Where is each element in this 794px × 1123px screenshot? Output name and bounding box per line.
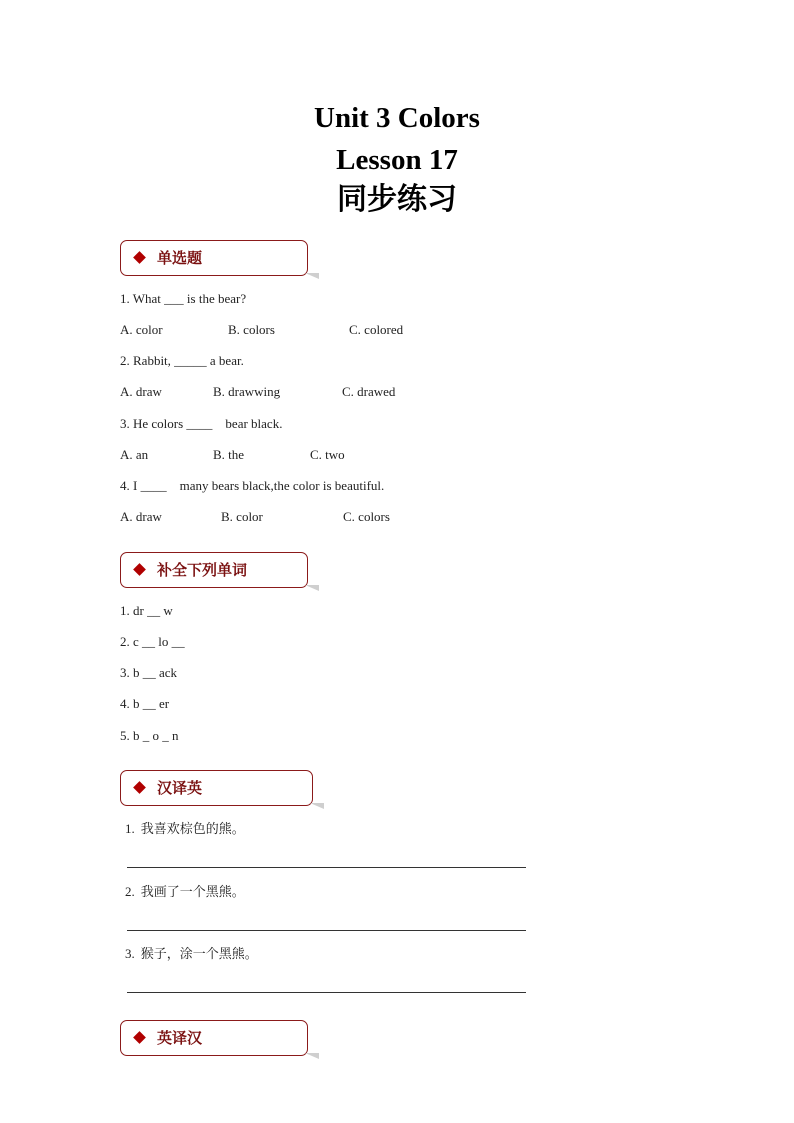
subtitle: 同步练习 bbox=[337, 182, 457, 217]
translation-item bbox=[125, 945, 258, 964]
page-title: Unit 3 Colors bbox=[314, 102, 480, 134]
diamond-icon bbox=[133, 781, 146, 794]
question-text: 3. He colors ____ bear black. bbox=[120, 416, 283, 431]
word-item: 3. b __ ack bbox=[120, 665, 178, 680]
item-text: 我画了一个黑熊。 bbox=[140, 885, 245, 900]
item-text: 我喜欢棕色的熊。 bbox=[140, 822, 245, 837]
header-shadow bbox=[310, 803, 324, 809]
section-header-cn-to-en bbox=[120, 770, 313, 806]
header-shadow bbox=[305, 585, 319, 591]
question-text: 4. I ____ many bears black,the color is beautiful. bbox=[120, 478, 385, 493]
diamond-icon bbox=[133, 563, 146, 576]
word-item: 5. b _ o _ n bbox=[120, 728, 179, 743]
header-shadow bbox=[305, 1053, 319, 1059]
section-label: 英译汉 bbox=[157, 1029, 203, 1047]
answer-line[interactable] bbox=[127, 992, 526, 993]
word-item: 1. dr __ w bbox=[120, 603, 173, 618]
diamond-icon bbox=[133, 1031, 146, 1044]
option-b: B. color bbox=[221, 509, 263, 524]
question-text: 1. What ___ is the bear? bbox=[120, 291, 247, 306]
translation-item bbox=[125, 883, 245, 902]
section-header-complete-words bbox=[120, 552, 308, 588]
lesson-title: Lesson 17 bbox=[336, 144, 458, 176]
option-c: C. two bbox=[310, 447, 345, 462]
answer-line[interactable] bbox=[127, 930, 526, 931]
option-b: B. drawwing bbox=[213, 384, 281, 399]
translation-item bbox=[125, 820, 245, 839]
answer-line[interactable] bbox=[127, 867, 526, 868]
option-c: C. colored bbox=[349, 322, 404, 337]
option-a: A. an bbox=[120, 447, 149, 462]
question-text: 2. Rabbit, _____ a bear. bbox=[120, 353, 244, 368]
option-a: A. color bbox=[120, 322, 163, 337]
word-item: 2. c __ lo __ bbox=[120, 634, 185, 649]
section-header-single-choice bbox=[120, 240, 308, 276]
option-a: A. draw bbox=[120, 509, 162, 524]
item-number: 3. bbox=[125, 946, 135, 961]
option-b: B. colors bbox=[228, 322, 275, 337]
word-item: 4. b __ er bbox=[120, 696, 170, 711]
option-c: C. colors bbox=[343, 509, 390, 524]
section-label: 汉译英 bbox=[157, 779, 203, 797]
item-text: 猴子，涂一个黑熊。 bbox=[140, 947, 258, 962]
diamond-icon bbox=[133, 251, 146, 264]
section-label: 单选题 bbox=[157, 249, 203, 267]
section-label: 补全下列单词 bbox=[157, 561, 248, 579]
option-a: A. draw bbox=[120, 384, 162, 399]
section-header-en-to-cn bbox=[120, 1020, 308, 1056]
item-number: 1. bbox=[125, 821, 135, 836]
option-c: C. drawed bbox=[342, 384, 396, 399]
item-number: 2. bbox=[125, 884, 135, 899]
header-shadow bbox=[305, 273, 319, 279]
option-b: B. the bbox=[213, 447, 245, 462]
